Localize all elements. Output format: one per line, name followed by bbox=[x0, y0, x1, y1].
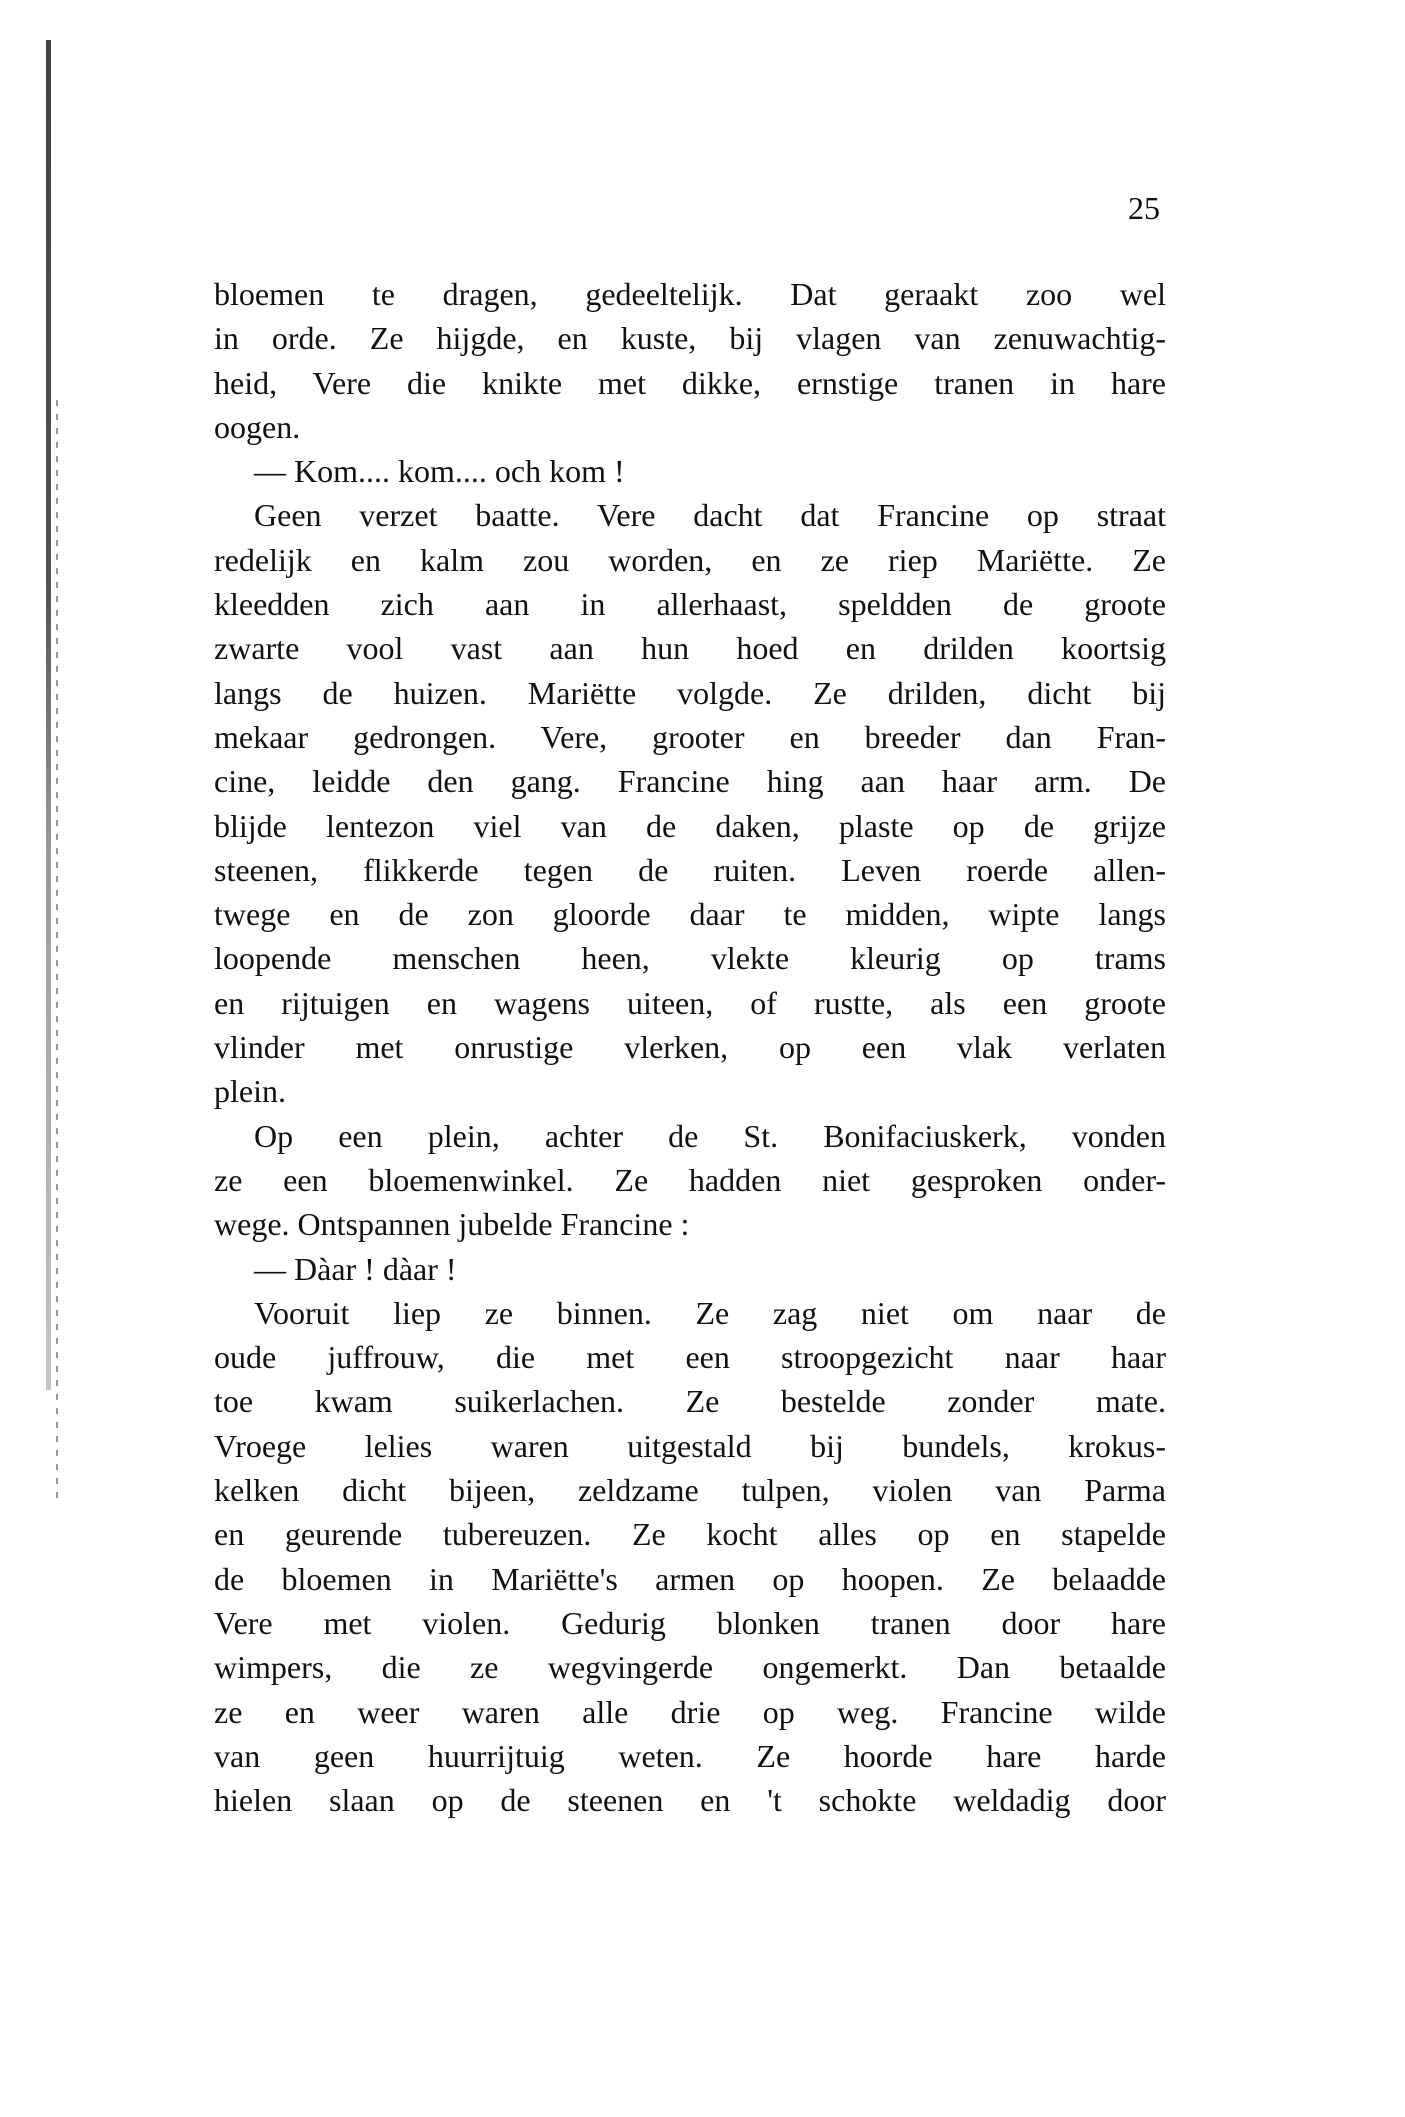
text-line: redelijk en kalm zou worden, en ze riep Mariëtte. Ze bbox=[214, 541, 1166, 578]
text-line: blijde lentezon viel van de daken, plaste op de grijze bbox=[214, 807, 1166, 844]
text-line: ze een bloemenwinkel. Ze hadden niet gesproken onder- bbox=[214, 1161, 1166, 1198]
text-line: steenen, flikkerde tegen de ruiten. Leven roerde allen- bbox=[214, 851, 1166, 888]
text-line: zwarte vool vast aan hun hoed en drilden koortsig bbox=[214, 630, 1166, 667]
text-line: toe kwam suikerlachen. Ze bestelde zonder mate. bbox=[214, 1383, 1166, 1420]
text-line: en geurende tubereuzen. Ze kocht alles op en stapelde bbox=[214, 1516, 1166, 1553]
text-line: heid, Vere die knikte met dikke, ernstige tranen in hare bbox=[214, 364, 1166, 401]
page-number: 25 bbox=[1128, 190, 1160, 226]
text-line: — Dàar ! dàar ! bbox=[254, 1250, 457, 1287]
text-line: twege en de zon gloorde daar te midden, wipte langs bbox=[214, 896, 1166, 933]
body-text bbox=[214, 272, 1166, 1822]
text-line: langs de huizen. Mariëtte volgde. Ze drilden, dicht bij bbox=[214, 674, 1166, 711]
text-line: vlinder met onrustige vlerken, op een vlak verlaten bbox=[214, 1029, 1166, 1066]
text-line: oogen. bbox=[214, 408, 301, 445]
scan-binding-shadow bbox=[56, 400, 58, 1500]
text-line: de bloemen in Mariëtte's armen op hoopen. Ze belaadde bbox=[214, 1560, 1166, 1597]
text-line: ze en weer waren alle drie op weg. Francine wilde bbox=[214, 1693, 1166, 1730]
text-line: Geen verzet baatte. Vere dacht dat Francine op straat bbox=[254, 497, 1166, 534]
text-line: kleedden zich aan in allerhaast, speldden de groote bbox=[214, 586, 1166, 623]
text-line: bloemen te dragen, gedeeltelijk. Dat geraakt zoo wel bbox=[214, 276, 1166, 312]
text-line: en rijtuigen en wagens uiteen, of rustte, als een groote bbox=[214, 984, 1166, 1021]
paragraph bbox=[214, 1291, 1166, 1823]
paragraph bbox=[214, 493, 1166, 1113]
scan-binding-edge bbox=[46, 40, 51, 1390]
text-line: — Kom.... kom.... och kom ! bbox=[254, 453, 625, 490]
text-line: van geen huurrijtuig weten. Ze hoorde hare harde bbox=[214, 1737, 1166, 1774]
paragraph bbox=[214, 449, 1166, 493]
paragraph bbox=[214, 272, 1166, 449]
paragraph bbox=[214, 1114, 1166, 1247]
text-line: wimpers, die ze wegvingerde ongemerkt. Dan betaalde bbox=[214, 1649, 1166, 1686]
text-line: Vroege lelies waren uitgestald bij bundels, krokus- bbox=[214, 1427, 1166, 1464]
text-line: Vooruit liep ze binnen. Ze zag niet om naar de bbox=[254, 1294, 1166, 1331]
text-line: plein. bbox=[214, 1073, 286, 1110]
text-line: cine, leidde den gang. Francine hing aan haar arm. De bbox=[214, 763, 1166, 800]
text-line: in orde. Ze hijgde, en kuste, bij vlagen van zenuwachtig- bbox=[214, 320, 1166, 357]
text-line: kelken dicht bijeen, zeldzame tulpen, violen van Parma bbox=[214, 1472, 1166, 1509]
text-line: Vere met violen. Gedurig blonken tranen door hare bbox=[214, 1604, 1166, 1641]
text-line: oude juffrouw, die met een stroopgezicht naar haar bbox=[214, 1339, 1166, 1376]
paragraph bbox=[214, 1247, 1166, 1291]
text-line: hielen slaan op de steenen en 't schokte weldadig door bbox=[214, 1782, 1166, 1819]
text-line: loopende menschen heen, vlekte kleurig op trams bbox=[214, 940, 1166, 977]
text-line: wege. Ontspannen jubelde Francine : bbox=[214, 1206, 690, 1243]
text-line: Op een plein, achter de St. Bonifaciuskerk, vonden bbox=[254, 1117, 1166, 1154]
text-line: mekaar gedrongen. Vere, grooter en breeder dan Fran- bbox=[214, 718, 1166, 755]
